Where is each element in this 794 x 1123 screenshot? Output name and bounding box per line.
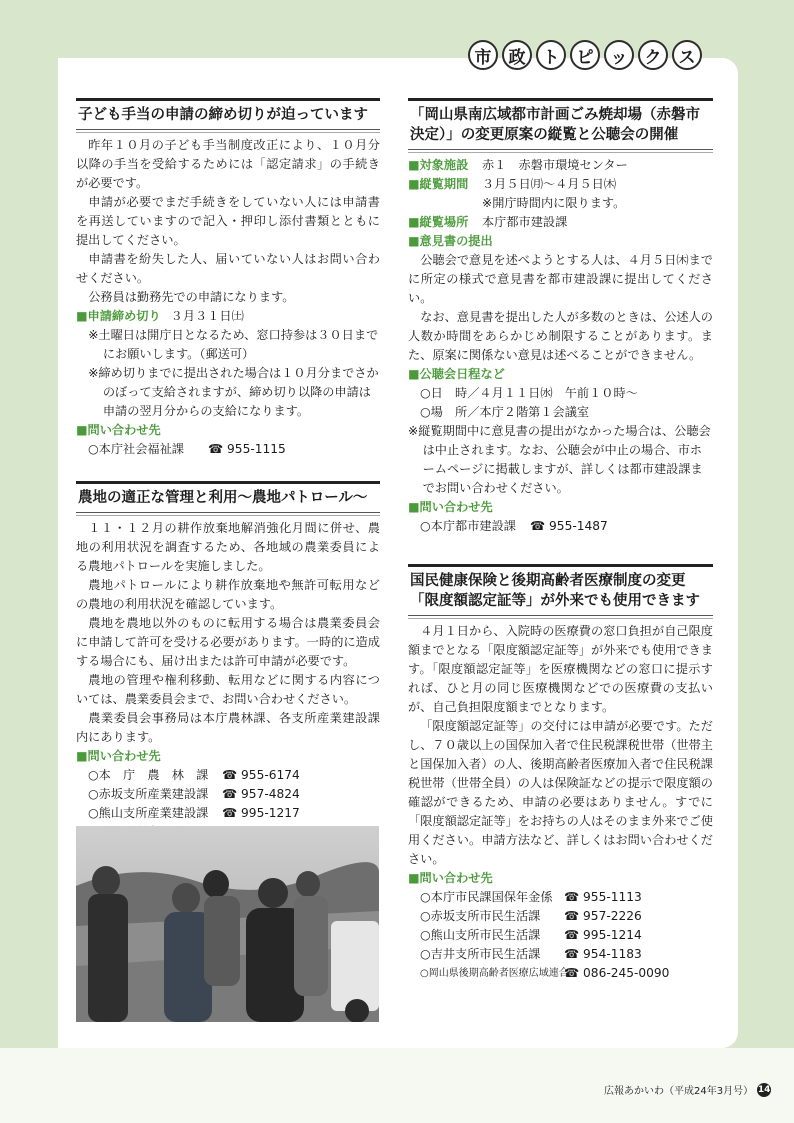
right-column (408, 98, 713, 1005)
paragraph: 申請書を紛失した人、届いていない人はお問い合わせください。 (76, 252, 380, 285)
paragraph: 公務員は勤務先での申請になります。 (88, 290, 295, 304)
contact-row (408, 926, 713, 945)
paragraph: 「限度額認定証等」の交付には申請が必要です。ただし、７０歳以上の国保加入者で住民税課税世帯（世帯主と国保加入者）の人、後期高齢者医療加入者で住民税課税世帯（世帯全員）の人は保険証などの提示で限度額の確認ができるため、申請の必要はありません。すでに「限度額認定証等」をお持ちの人はそのまま外来でご使用ください。申請方法など、詳しくはお問い合わせください。 (408, 719, 713, 866)
paragraph: 申請が必要でまだ手続きをしていない人には申請書を再送していますので記入・押印し添付書類とともに提出してください。 (76, 195, 380, 247)
schedule-label: ■公聴会日程など (408, 367, 505, 381)
title-line: 国民健康保険と後期高齢者医療制度の変更 (410, 573, 686, 589)
contact-name: ○本 庁 農 林 課 (88, 768, 209, 782)
farmland-patrol-photo (76, 826, 379, 1022)
opinion-label: ■意見書の提出 (408, 234, 493, 248)
contact-tel: ☎ 995-1217 (222, 806, 300, 820)
paragraph: １１・１２月の耕作放棄地解消強化月間に併せ、農地の利用状況を調査するため、各地域の農業委員による農地パトロールを実施しました。 (76, 521, 380, 573)
contact-name: ○本庁市民課国保年金係 (420, 890, 553, 904)
publication-name: 広報あかいわ（平成24年3月号） (604, 1086, 754, 1097)
paragraph: 公聴会で意見を述べようとする人は、４月５日㈭までに所定の様式で意見書を都市建設課に提出してください。 (408, 253, 713, 305)
child-allowance-article (76, 98, 380, 459)
note: ※土曜日は開庁日となるため、窓口持参は３０日までにお願いします。（郵送可） (88, 328, 379, 361)
facility-label: ■対象施設 (408, 158, 469, 172)
contact-row (76, 766, 380, 785)
contact-row (76, 804, 380, 823)
contact-row (408, 907, 713, 926)
period-value: ３月５日㈪～４月５日㈭ (482, 177, 617, 191)
contact-name: ○熊山支所市民生活課 (420, 928, 541, 942)
note: ※縦覧期間中に意見書の提出がなかった場合は、公聴会は中止されます。なお、公聴会が中止の場合、市ホームページに掲載しますが、詳しくは都市建設課までお問い合わせください。 (408, 424, 711, 495)
contact-name: ○本庁都市建設課 (420, 519, 516, 533)
contact-tel: ☎ 955-6174 (222, 768, 300, 782)
paragraph: 農地パトロールにより耕作放棄地や無許可転用などの農地の利用状況を確認しています。 (76, 578, 380, 611)
facility-row (408, 156, 713, 175)
contact-tel: ☎ 086-245-0090 (564, 966, 670, 980)
contact-tel: ☎ 955-1487 (530, 519, 608, 533)
farmland-patrol-article (76, 481, 380, 842)
contact-name: ○岡山県後期高齢者医療広域連合 (420, 968, 569, 979)
contact-tel: ☎ 955-1113 (564, 890, 642, 904)
contact-label: ■問い合わせ先 (76, 423, 161, 437)
contact-label: ■問い合わせ先 (76, 749, 161, 763)
contact-label: ■問い合わせ先 (408, 500, 493, 514)
period-row (408, 175, 713, 194)
place-row (408, 213, 713, 232)
header-char: ッ (604, 40, 634, 70)
contact-tel: ☎ 957-2226 (564, 909, 642, 923)
header-char: ピ (570, 40, 600, 70)
contact-tel: ☎ 954-1183 (564, 947, 642, 961)
article-title (408, 564, 713, 616)
paragraph: 農業委員会事務局は本庁農林課、各支所産業建設課内にあります。 (76, 711, 380, 744)
header-char: 政 (502, 40, 532, 70)
contact-name: ○熊山支所産業建設課 (88, 806, 209, 820)
article-title: 「岡山県南広域都市計画ごみ焼却場（赤磐市決定）」の変更原案の縦覧と公聴会の開催 (408, 98, 713, 150)
deadline-value: ３月３１日㈯ (170, 309, 244, 323)
venue-line: ○場 所／本庁２階第１会議室 (420, 405, 590, 419)
page-number: 14 (757, 1084, 771, 1095)
contact-name: ○吉井支所市民生活課 (420, 947, 541, 961)
title-line: 「限度額認定証等」が外来でも使用できます (410, 593, 700, 609)
header-char: ト (536, 40, 566, 70)
contact-name: ○赤坂支所市民生活課 (420, 909, 541, 923)
date-line: ○日 時／４月１１日㈬ 午前１０時～ (420, 386, 638, 400)
contact-row (408, 517, 713, 536)
paragraph: 農地を農地以外のものに転用する場合は農業委員会に申請して許可を受ける必要があります。一時的に造成する場合にも、届け出または許可申請が必要です。 (76, 616, 380, 668)
deadline-row (76, 307, 380, 326)
contact-row (408, 888, 713, 907)
paragraph: なお、意見書を提出した人が多数のときは、公述人の人数か時間をあらかじめ制限することがあります。また、原案に関係ない意見は述べることができません。 (408, 310, 713, 362)
paragraph: 昨年１０月の子ども手当制度改正により、１０月分以降の手当を受給するためには「認定請求」の手続きが必要です。 (76, 138, 380, 190)
header-char: 市 (468, 40, 498, 70)
contact-row (76, 785, 380, 804)
contact-tel: ☎ 995-1214 (564, 928, 642, 942)
article-title: 子ども手当の申請の締め切りが迫っています (76, 98, 380, 130)
article-title: 農地の適正な管理と利用～農地パトロール～ (76, 481, 380, 513)
place-label: ■縦覧場所 (408, 215, 469, 229)
section-header-city-topics (468, 40, 702, 70)
note: ※締め切りまでに提出された場合は１０月分までさかのぼって支給されますが、締め切り以降の申請は申請の翌月分からの支給になります。 (88, 366, 379, 418)
contact-row (408, 945, 713, 964)
incinerator-plan-article (408, 98, 713, 536)
contact-tel: ☎ 955-1115 (208, 442, 286, 456)
deadline-label: ■申請締め切り (76, 309, 161, 323)
paragraph: ４月１日から、入院時の医療費の窓口負担が自己限度額までとなる「限度額認定証等」が外来でも使用できます。「限度額認定証等」を医療機関などの窓口に提示すれば、ひと月の同じ医療機関などでの医療費の支払いが、自己負担限度額までとなります。 (408, 624, 713, 714)
period-label: ■縦覧期間 (408, 177, 469, 191)
header-char: ク (638, 40, 668, 70)
health-insurance-article (408, 564, 713, 983)
footer (604, 1082, 771, 1097)
contact-tel: ☎ 957-4824 (222, 787, 300, 801)
period-note: ※開庁時間内に限ります。 (482, 196, 626, 210)
contact-row (408, 964, 713, 983)
contact-row (76, 440, 380, 459)
paragraph: 農地の管理や権利移動、転用などに関する内容については、農業委員会まで、お問い合わせください。 (76, 673, 380, 706)
contact-label: ■問い合わせ先 (408, 871, 493, 885)
facility-value: 赤１ 赤磐市環境センター (482, 158, 628, 172)
contact-name: ○赤坂支所産業建設課 (88, 787, 209, 801)
header-char: ス (672, 40, 702, 70)
left-column (76, 98, 380, 864)
contact-name: ○本庁社会福祉課 (88, 442, 184, 456)
place-value: 本庁都市建設課 (482, 215, 568, 229)
